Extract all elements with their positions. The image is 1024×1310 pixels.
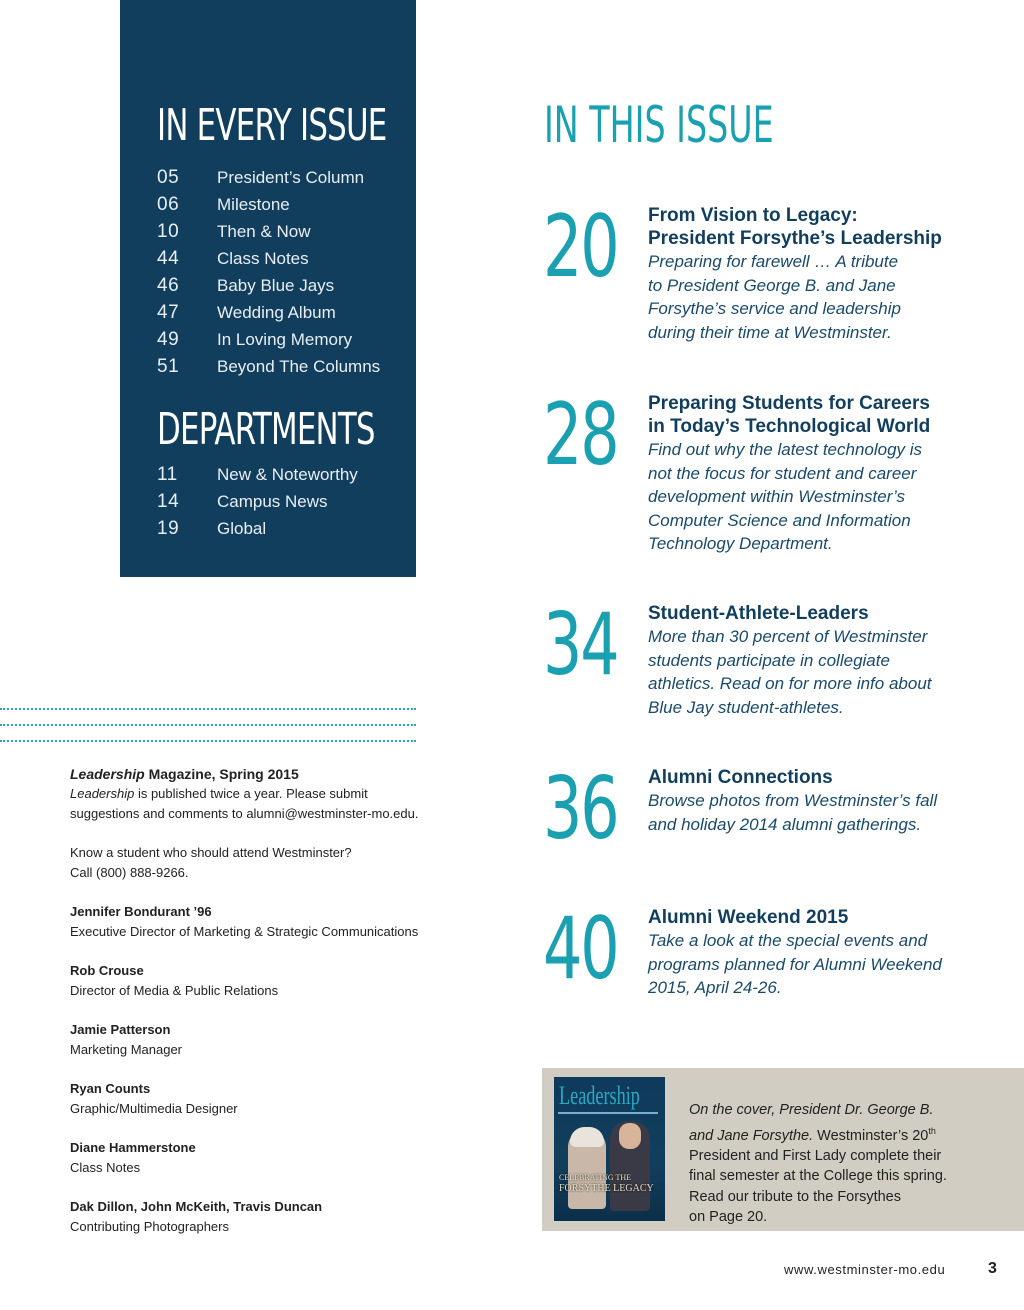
- in-this-issue-heading: IN THIS ISSUE: [544, 96, 774, 154]
- staff-role: Class Notes: [70, 1160, 141, 1175]
- staff-role: Executive Director of Marketing & Strategic Communications: [70, 924, 419, 939]
- staff-entry: [70, 902, 420, 942]
- toc-label: Global: [217, 518, 267, 538]
- staff-name: Jennifer Bondurant ’96: [70, 904, 212, 919]
- feature-description: Browse photos from Westminster’s fall and holiday 2014 alumni gatherings.: [648, 791, 938, 834]
- toc-page-number: 46: [157, 274, 180, 296]
- feature-page-number: 40: [543, 899, 618, 999]
- staff-entry: [70, 1020, 420, 1060]
- staff-entry: [70, 1197, 420, 1237]
- toc-label: Milestone: [217, 194, 290, 214]
- feature-text: [648, 766, 968, 836]
- toc-label: Baby Blue Jays: [217, 275, 335, 295]
- cover-thumbnail[interactable]: [554, 1077, 665, 1221]
- departments-heading: DEPARTMENTS: [157, 404, 375, 455]
- toc-label: Beyond The Columns: [217, 356, 381, 376]
- toc-item[interactable]: [157, 515, 407, 542]
- masthead: [70, 764, 420, 1256]
- toc-page-number: 51: [157, 355, 180, 377]
- toc-item[interactable]: [157, 272, 407, 299]
- feature-title: Alumni Connections: [648, 767, 833, 788]
- feature-page-number: 20: [543, 197, 618, 297]
- in-every-issue-heading: IN EVERY ISSUE: [157, 100, 387, 151]
- toc-page-number: 49: [157, 328, 180, 350]
- staff-name: Ryan Counts: [70, 1081, 151, 1096]
- toc-page-number: 47: [157, 301, 180, 323]
- toc-page-number: 05: [157, 166, 180, 188]
- feature-text: [648, 392, 968, 556]
- toc-label: Then & Now: [217, 221, 311, 241]
- feature-description: Find out why the latest technology is not the focus for student and career development within Westminster’s Computer Science and Information Technology Department.: [648, 440, 923, 553]
- admissions-note: [70, 843, 420, 883]
- staff-name: Jamie Patterson: [70, 1022, 171, 1037]
- toc-label: Campus News: [217, 491, 328, 511]
- feature-description: More than 30 percent of Westminster students participate in collegiate athletics. Read on for more info about Blue Jay student-athletes.: [648, 627, 932, 717]
- magazine-name: Leadership: [70, 766, 145, 782]
- feature-text: [648, 204, 968, 344]
- cover-headline: CELEBRATING THE FORSYTHE LEGACY: [559, 1173, 654, 1194]
- feature-title: Preparing Students for Careers in Today’s Technological World: [648, 393, 931, 437]
- in-every-issue-panel: [120, 0, 416, 577]
- toc-page-number: 19: [157, 517, 180, 539]
- feature-page-number: 36: [543, 759, 618, 859]
- staff-name: Dak Dillon, John McKeith, Travis Duncan: [70, 1199, 323, 1214]
- toc-item[interactable]: [157, 353, 407, 380]
- dotted-divider: [0, 724, 416, 726]
- toc-page-number: 11: [157, 463, 178, 485]
- feature-title: From Vision to Legacy: President Forsythe’s Leadership: [648, 205, 942, 249]
- toc-label: New & Noteworthy: [217, 464, 358, 484]
- publication-note: [70, 784, 420, 824]
- toc-item[interactable]: [157, 245, 407, 272]
- in-every-issue-list: [157, 164, 407, 380]
- staff-name: Rob Crouse: [70, 963, 144, 978]
- cover-photo-person: [610, 1121, 650, 1211]
- toc-item[interactable]: [157, 299, 407, 326]
- dotted-divider: [0, 740, 416, 742]
- admissions-text: Know a student who should attend Westminster?: [70, 845, 352, 860]
- toc-label: In Loving Memory: [217, 329, 353, 349]
- feature-page-number: 34: [543, 595, 618, 695]
- staff-entry: [70, 1079, 420, 1119]
- staff-name: Diane Hammerstone: [70, 1140, 196, 1155]
- publication-text: is published twice a year. Please submit: [134, 786, 368, 801]
- feature-description: Preparing for farewell … A tribute to President George B. and Jane Forsythe’s service and leadership during their time at Westminster.: [648, 252, 901, 342]
- cover-info-box: [542, 1068, 1024, 1231]
- toc-page-number: 14: [157, 490, 180, 512]
- masthead-title: [70, 764, 420, 784]
- feature-text: [648, 906, 968, 1000]
- page-number: 3: [988, 1260, 997, 1277]
- staff-role: Graphic/Multimedia Designer: [70, 1101, 238, 1116]
- toc-page-number: 06: [157, 193, 180, 215]
- staff-entry: [70, 961, 420, 1001]
- toc-page-number: 44: [157, 247, 180, 269]
- toc-item[interactable]: [157, 191, 407, 218]
- staff-role: Director of Media & Public Relations: [70, 983, 279, 998]
- toc-item[interactable]: [157, 164, 407, 191]
- toc-item[interactable]: [157, 461, 407, 488]
- toc-label: President’s Column: [217, 167, 365, 187]
- feature-description: Take a look at the special events and programs planned for Alumni Weekend 2015, April 24-26.: [648, 931, 942, 997]
- cover-rule: [558, 1112, 658, 1114]
- toc-item[interactable]: [157, 218, 407, 245]
- toc-page-number: 10: [157, 220, 180, 242]
- feature-title: Alumni Weekend 2015: [648, 907, 849, 928]
- publication-contact: suggestions and comments to alumni@westminster-mo.edu.: [70, 806, 419, 821]
- feature-page-number: 28: [543, 385, 618, 485]
- cover-logo: Leadership: [559, 1081, 640, 1110]
- toc-item[interactable]: [157, 488, 407, 515]
- toc-item[interactable]: [157, 326, 407, 353]
- toc-label: Wedding Album: [217, 302, 336, 322]
- departments-list: [157, 461, 407, 542]
- staff-role: Marketing Manager: [70, 1042, 182, 1057]
- feature-title: Student-Athlete-Leaders: [648, 603, 869, 624]
- magazine-issue: Magazine, Spring 2015: [144, 766, 299, 782]
- cover-caption: On the cover, President Dr. George B. and Jane Forsythe. Westminster’s 20th President and First Lady complete their final semester at the College this spring. Read our tribute to the Forsythes on Page 20.: [689, 1102, 947, 1226]
- toc-label: Class Notes: [217, 248, 309, 268]
- staff-role: Contributing Photographers: [70, 1219, 229, 1234]
- footer-url[interactable]: www.westminster-mo.edu: [784, 1262, 946, 1277]
- cover-photo-person: [568, 1129, 606, 1209]
- admissions-phone: Call (800) 888-9266.: [70, 865, 189, 880]
- feature-text: [648, 602, 968, 719]
- dotted-divider: [0, 708, 416, 710]
- staff-entry: [70, 1138, 420, 1178]
- magazine-name: Leadership: [70, 786, 135, 801]
